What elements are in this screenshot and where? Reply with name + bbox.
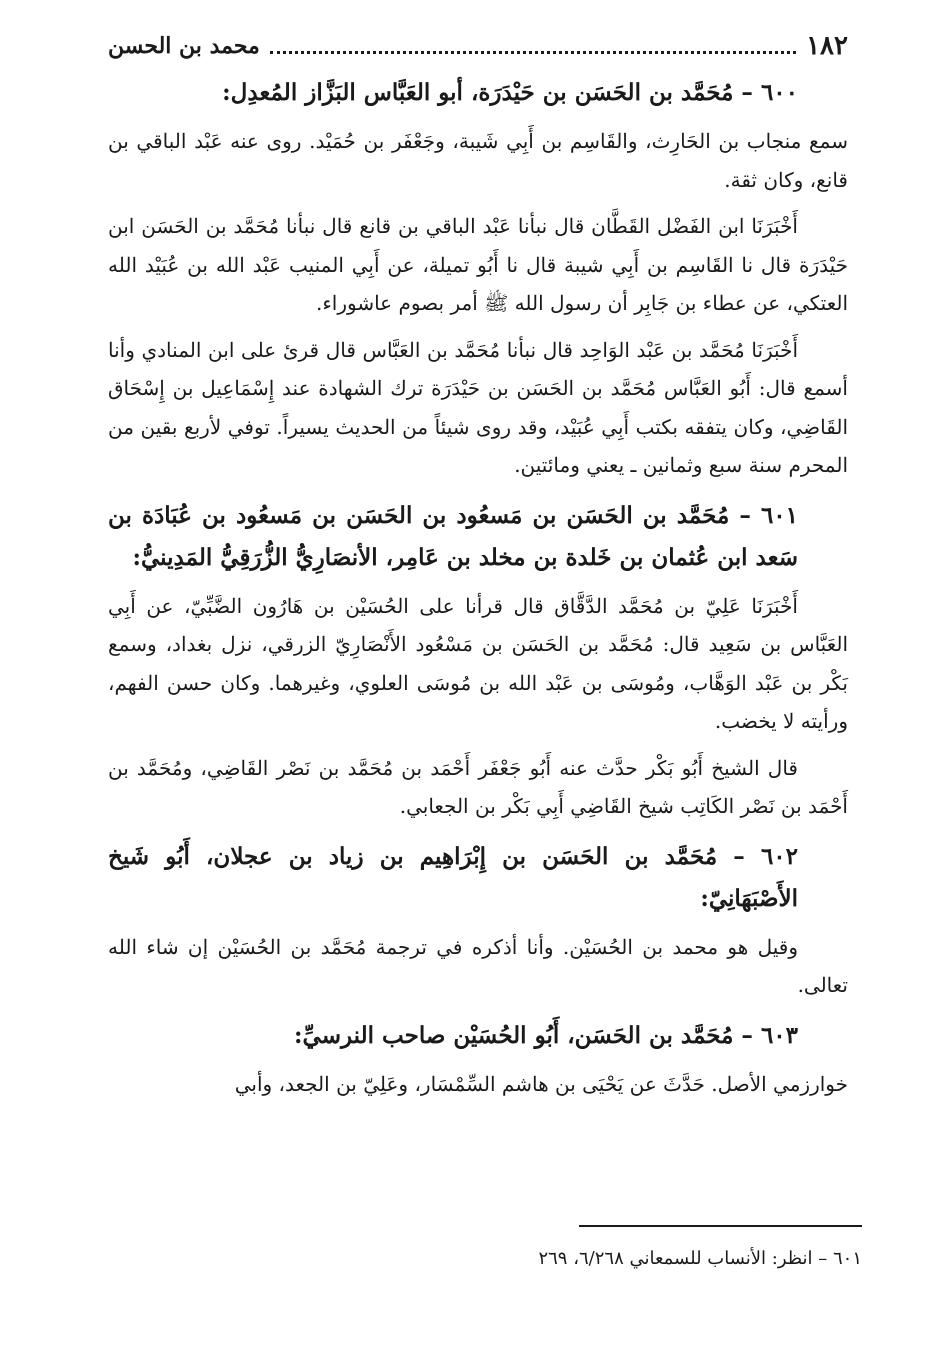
entry-600-paragraph-2: أَخْبَرَنَا ابن الفَضْل القَطَّان قال نبأنا عَبْد الباقي بن قانع قال نبأنا مُحَمَّد بن الحَسَن ابن حَيْدَرَة قال نا القَاسِم بن أَبِي شيبة قال نا أَبُو تميلة، عن أَبِي المنيب عَبْد الله بن عُبَيْد الله العتكي، عن عطاء بن جَابِر أن رسول الله ﷺ أمر بصوم عاشوراء. xyxy=(108,214,848,315)
entry-603-paragraph-1: خوارزمي الأصل. حَدَّثَ عن يَحْيَى بن هاشم السِّمْسَار، وعَلِيّ بن الجعد، وأبي xyxy=(234,1071,848,1096)
footnote-separator xyxy=(579,1225,862,1227)
entry-602-paragraph-1: وقيل هو محمد بن الحُسَيْن. وأنا أذكره في ترجمة مُحَمَّد بن الحُسَيْن إن شاء الله تعالى. xyxy=(108,934,848,997)
entry-601-paragraph-2: قال الشيخ أَبُو بَكْر حدَّث عنه أَبُو جَعْفَر أَحْمَد بن مُحَمَّد بن نَصْر القَاضِي، ومُحَمَّد بن أَحْمَد بن نَصْر الكَاتِب شيخ القَاضِي أَبِي بَكْر بن الجعابي. xyxy=(108,755,848,818)
header-leader-dots xyxy=(270,51,796,54)
entry-600-title: ٦٠٠ – مُحَمَّد بن الحَسَن بن حَيْدَرَة، أبو العَبَّاس البَزَّاز المُعدِل: xyxy=(222,79,798,106)
entry-603-title: ٦٠٣ – مُحَمَّد بن الحَسَن، أَبُو الحُسَيْن صاحب النرسيِّ: xyxy=(294,1021,798,1049)
entry-601-paragraph-1: أَخْبَرَنَا عَلِيّ بن مُحَمَّد الدَّقَّاق قال قرأنا على الحُسَيْن بن هَارُون الضَّبِّيّ، عن أَبِي العَبَّاس بن سَعِيد قال: مُحَمَّد بن الحَسَن بن مَسْعُود الأَنْصَارِيّ الزرقي، نزل بغداد، وسمع بَكْر بن عَبْد الوَهَّاب، ومُوسَى بن عَبْد الله بن مُوسَى العلوي، وغيرهما. وكان حسن الفهم، ورأيته لا يخضب. xyxy=(108,593,849,733)
page-body xyxy=(108,72,848,1103)
entry-602-title: ٦٠٢ – مُحَمَّد بن الحَسَن بن إِبْرَاهِيم بن زياد بن عجلان، أَبُو شَيخ الأَصْبَهَانِيّ: xyxy=(108,842,798,912)
entry-601-title: ٦٠١ – مُحَمَّد بن الحَسَن بن مَسعُود بن الحَسَن بن مَسعُود بن عُبَادَة بن سَعد ابن عُثمان بن خَلدة بن مخلد بن عَامِر، الأنصَارِيُّ الزُّرَقِيُّ المَدِينيُّ: xyxy=(108,501,798,571)
entry-600-paragraph-1: سمع منجاب بن الحَارِث، والقَاسِم بن أَبِي شَيبة، وجَعْفَر بن حُمَيْد. روى عنه عَبْد الباقي بن قانع، وكان ثقة. xyxy=(108,129,848,192)
entry-600-paragraph-3: أَخْبَرَنَا مُحَمَّد بن عَبْد الوَاحِد قال نبأنا مُحَمَّد بن العَبَّاس قال قرئ على ابن المنادي وأنا أسمع قال: أَبُو العَبَّاس مُحَمَّد بن الحَسَن بن حَيْدَرَة ترك الشهادة عند إِسْمَاعِيل بن إِسْحَاق القَاضِي، وكان يتفقه بكتب أَبِي عُبَيْد، وقد روى شيئاً من الحديث يسيراً. توفي لأربع بقين من المحرم سنة سبع وثمانين ـ يعني ومائتين. xyxy=(108,337,848,477)
page-number: ١٨٢ xyxy=(806,31,848,61)
page-header xyxy=(108,26,848,66)
footnote: ٦٠١ – انظر: الأنساب للسمعاني ٦/٢٦٨، ٢٦٩ xyxy=(538,1248,862,1269)
running-title: محمد بن الحسن xyxy=(108,33,260,59)
